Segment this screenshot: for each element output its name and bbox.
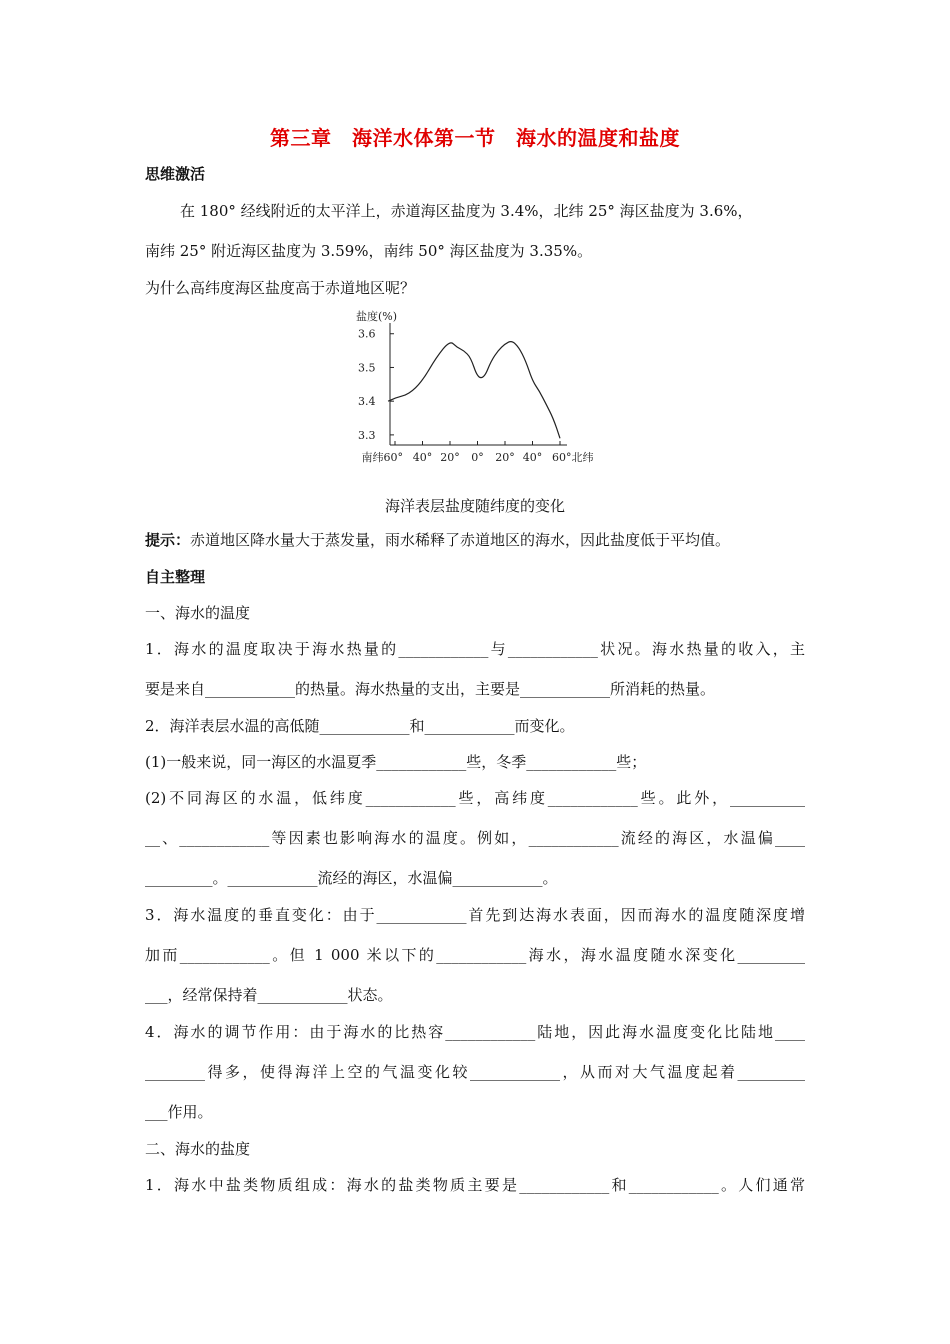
section-heading-thinking: 思维激活: [145, 165, 206, 183]
body-line: 3．海水温度的垂直变化：由于____________首先到达海水表面，因而海水的温度随深度增: [145, 906, 805, 924]
body-line: ___作用。: [145, 1103, 213, 1121]
page-title: 第三章 海洋水体第一节 海水的温度和盐度: [270, 126, 680, 150]
hint-label: 提示：: [145, 531, 191, 549]
x-tick-label: 60°北纬: [552, 451, 594, 464]
subheading-salinity: 二、海水的盐度: [145, 1140, 251, 1158]
x-tick-label: 0°: [471, 451, 484, 464]
x-tick-label: 20°: [440, 451, 460, 464]
body-line: 加而____________。但 1 000 米以下的____________海水，海水温度随水深变化_________: [145, 946, 805, 964]
subheading-temperature: 一、海水的温度: [145, 604, 251, 622]
section-heading-self-study: 自主整理: [145, 568, 206, 586]
y-tick-label: 3.4: [358, 395, 376, 409]
hint-text: 赤道地区降水量大于蒸发量，雨水稀释了赤道地区的海水，因此盐度低于平均值。: [190, 531, 731, 549]
body-line: _________。____________流经的海区，水温偏____________。: [145, 869, 558, 887]
x-tick-label: 40°: [522, 451, 543, 464]
y-axis-label: 盐度(%): [356, 310, 398, 323]
y-tick-label: 3.5: [358, 361, 376, 375]
body-line: 4．海水的调节作用：由于海水的比热容____________陆地，因此海水温度变化比陆地____: [145, 1023, 805, 1041]
intro-paragraph-line-2: 南纬 25° 附近海区盐度为 3.59%，南纬 50° 海区盐度为 3.35%。: [145, 242, 593, 260]
body-line: __、____________等因素也影响海水的温度。例如，____________流经的海区，水温偏____: [145, 829, 805, 847]
x-tick-label: 40°: [412, 451, 433, 464]
intro-paragraph-line-1: 在 180° 经线附近的太平洋上，赤道海区盐度为 3.4%，北纬 25° 海区盐度为 3.6%，: [180, 202, 753, 220]
body-line: ________得多，使得海洋上空的气温变化较____________，从而对大气温度起着_________: [145, 1063, 805, 1081]
body-line: 2．海洋表层水温的高低随____________和____________而变化。: [145, 717, 575, 735]
y-tick-label: 3.6: [358, 327, 376, 341]
x-tick-label: 南纬60°: [361, 451, 403, 464]
body-line: 1．海水中盐类物质组成：海水的盐类物质主要是____________和____________。人们通常: [145, 1176, 805, 1194]
y-tick-label: 3.3: [358, 428, 376, 442]
salinity-chart: [352, 305, 602, 470]
body-line: ___，经常保持着____________状态。: [145, 986, 393, 1004]
salinity-series-line: [388, 342, 560, 439]
x-tick-label: 20°: [495, 451, 515, 464]
body-line: 要是来自____________的热量。海水热量的支出，主要是____________所消耗的热量。: [145, 680, 716, 698]
hint-paragraph: [145, 529, 730, 550]
chart-caption: 海洋表层盐度随纬度的变化: [384, 497, 565, 515]
body-line: (1)一般来说，同一海区的水温夏季____________些，冬季____________些；: [145, 753, 647, 771]
body-line: 1．海水的温度取决于海水热量的____________与____________状况。海水热量的收入，主: [145, 640, 805, 658]
intro-question: 为什么高纬度海区盐度高于赤道地区呢？: [145, 279, 416, 297]
salinity-chart-svg: [352, 305, 602, 470]
body-line: (2)不同海区的水温，低纬度____________些，高纬度____________些。此外，__________: [145, 789, 805, 807]
